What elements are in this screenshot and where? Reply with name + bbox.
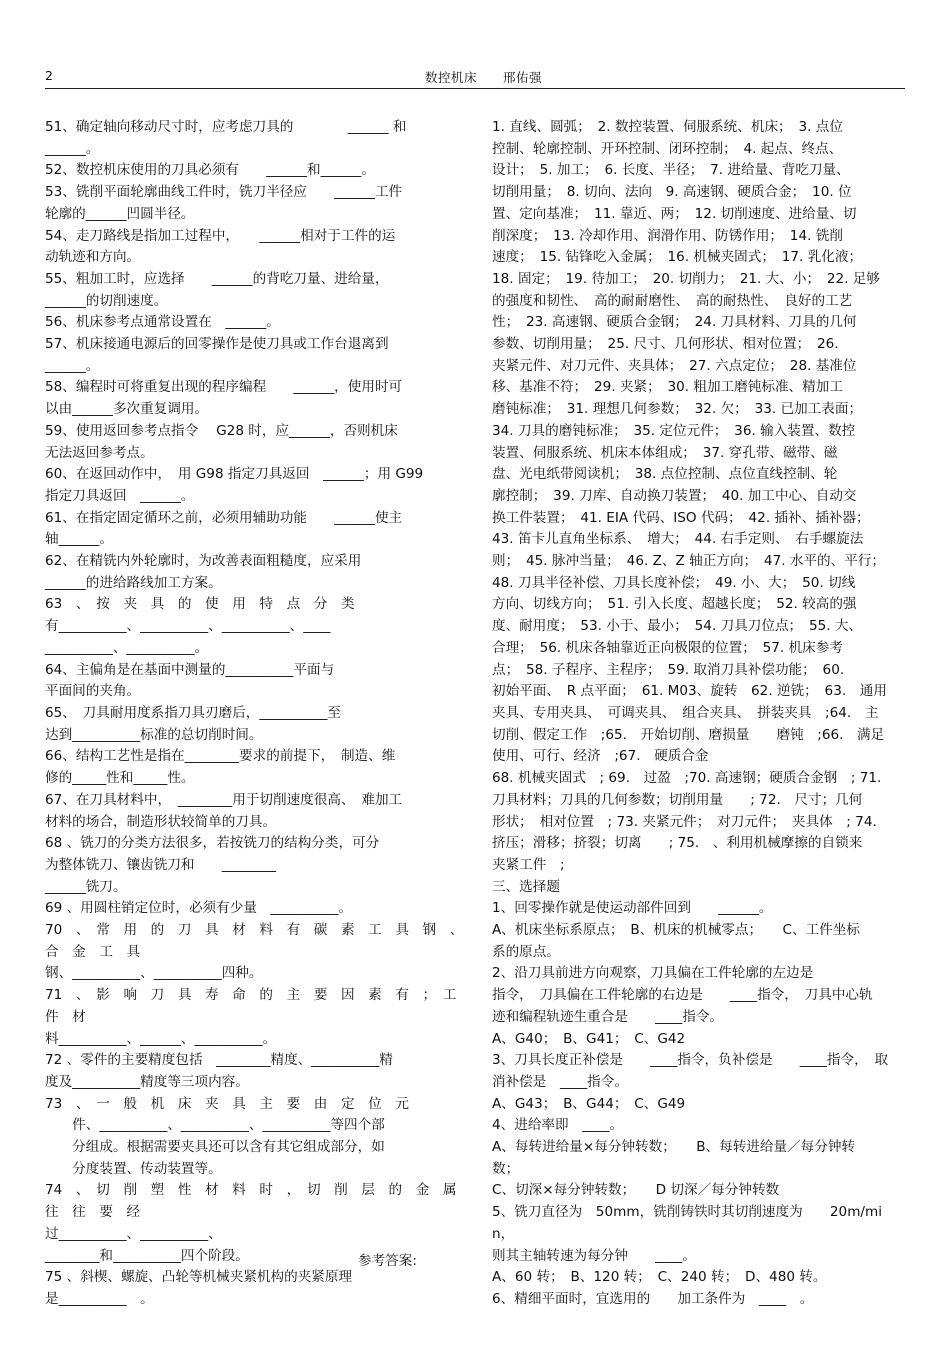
question-line: 57、机床接通电源后的回零操作是使刀具或工作台退离到 [45,336,389,353]
answer-line: 廓控制； 39. 刀库、自动换刀装置； 40. 加工中心、自动交 [492,487,857,504]
question-line: ______的切削速度。 [45,292,168,309]
right-column-answers [492,117,904,1311]
question-line: 无法返回参考点。 [45,444,154,461]
question-line: ______的进给路线加工方案。 [45,574,222,591]
question-line: 指定刀具返回 ______。 [45,487,195,504]
question-line: 55、粗加工时，应选择 ______的背吃刀量、进给量， [45,270,389,287]
question-line: 60、在返回动作中， 用 G98 指定刀具返回 ______；用 G99 [45,466,424,483]
answer-line: 3、刀具长度正补偿是 ____指令，负补偿是 ____指令， 取 [492,1052,889,1069]
answer-line: 形状； 相对位置 ; 73. 夹紧元件； 对刀元件； 夹具体 ; 74. [492,813,877,830]
answer-line: 4、进给率即 ____。 [492,1117,623,1134]
question-line: 有__________、__________、__________、____ [45,618,331,635]
question-line: 73 、 一 般 机 床 夹 具 主 要 由 定 位 元 [45,1095,409,1112]
page-header [45,66,905,89]
answer-line: A、每转进给量×每分钟转数； B、每转进给量／每分钟转 [492,1139,856,1156]
answer-line: 43. 笛卡儿直角坐标系、 增大； 44. 右手定则、 右手螺旋法 [492,531,864,548]
question-line: 轮廓的______凹圆半径。 [45,205,195,222]
answer-line: 数； [492,1160,520,1177]
question-line: 68 、铣刀的分类方法很多，若按铣刀的结构分类，可分 [45,835,380,852]
answer-line: 换工件装置； 41. EIA 代码、ISO 代码； 42. 插补、插补器； [492,509,870,526]
answer-line: 夹紧工件 ; [492,856,565,873]
question-line: 67、在刀具材料中， ________用于切削速度很高、 难加工 [45,791,403,808]
answer-line: 刀具材料；刀具的几何参数；切削用量 ; 72. 尺寸；几何 [492,791,863,808]
question-line: 75 、斜楔、螺旋、凸轮等机械夹紧机构的夹紧原理 [45,1269,353,1286]
left-column-questions [45,117,471,1311]
question-line: 70 、 常 用 的 刀 具 材 料 有 碳 素 工 具 钢 、 合 金 工 具 [45,922,471,960]
answer-line: 磨钝标准； 31. 理想几何参数； 32. 欠； 33. 已加工表面； [492,401,863,418]
question-line: 65、 刀具耐用度系指刀具刃磨后，__________至 [45,704,341,721]
answer-line: 移、基准不符； 29. 夹紧； 30. 粗加工磨钝标准、精加工 [492,379,843,396]
answer-line: 点； 58. 子程序、主程序； 59. 取消刀具补偿功能； 60. [492,661,845,678]
question-line: 69 、用圆柱销定位时，必须有少量 __________。 [45,900,353,917]
answer-line: 三、选择题 [492,878,560,895]
question-line: 动轨迹和方向。 [45,249,141,266]
answer-line: 1、回零操作就是使运动部件回到 ______。 [492,900,773,917]
answer-line: 使用、可行、经济 ;67. 硬质合金 [492,748,709,765]
answer-line: 方向、切线方向； 51. 引入长度、超越长度； 52. 较高的强 [492,596,857,613]
question-line: 63 、 按 夹 具 的 使 用 特 点 分 类 [45,596,355,613]
question-line: 53、铣削平面轮廓曲线工件时，铣刀半径应 ______工件 [45,184,403,201]
question-line: 分组成。根据需要夹具还可以含有其它组成部分，如 [45,1139,385,1156]
answer-line: 则其主轴转速为每分钟 ____。 [492,1247,696,1264]
question-line: 51、确定轴向移动尺寸时，应考虑刀具的 ______ 和 [45,119,407,135]
answer-line: 切削用量； 8. 切向、法向 9. 高速钢、硬质合金； 10. 位 [492,184,852,201]
answer-line: 消补偿是 ____指令。 [492,1073,628,1090]
answer-line: 夹具、专用夹具、 可调夹具、 组合夹具、 拼装夹具 ;64. 主 [492,704,879,721]
answer-line: 6、精细平面时，宜选用的 加工条件为 ____ 。 [492,1290,814,1307]
answer-line: 2、沿刀具前进方向观察，刀具偏在工件轮廓的左边是 [492,965,814,982]
question-line: 料__________、______、__________。 [45,1030,277,1047]
question-line: 分度装置、传动装置等。 [45,1160,222,1177]
question-line: 修的_____性和_____性。 [45,770,195,787]
question-line: 度及__________精度等三项内容。 [45,1073,249,1090]
answer-line: 则； 45. 脉冲当量； 46. Z、Z 轴正方向； 47. 水平的、平行； [492,553,886,570]
answer-line: 控制、轮廓控制、开环控制、闭环控制； 4. 起点、终点、 [492,140,843,157]
question-line: ______。 [45,140,100,157]
question-line: 74 、 切 削 塑 性 材 料 时 ， 切 削 层 的 金 属 往 往 要 经 [45,1182,471,1221]
answer-line: 设计； 5. 加工； 6. 长度、半径； 7. 进给量、背吃刀量、 [492,162,850,179]
answer-line: 5、铣刀直径为 50mm，铣削铸铁时其切削速度为 20m/min， [492,1204,883,1242]
question-line: 71 、 影 响 刀 具 寿 命 的 主 要 因 素 有 ； 工 件 材 [45,987,471,1025]
answer-line: 参数、切削用量； 25. 尺寸、几何形状、相对位置； 26. [492,336,839,353]
answer-line: 性； 23. 高速钢、硬质合金钢； 24. 刀具材料、刀具的几何 [492,314,857,331]
page-number: 2 [45,68,53,83]
question-line: 平面间的夹角。 [45,683,141,700]
answer-line: 48. 刀具半径补偿、刀具长度补偿； 49. 小、大； 50. 切线 [492,574,856,591]
question-line: 64、主偏角是在基面中测量的__________平面与 [45,661,335,678]
question-line: __________、__________。 [45,639,209,656]
answer-line: C、切深×每分钟转数； D 切深／每分钟转数 [492,1182,780,1199]
question-line: 66、结构工艺性是指在________要求的前提下， 制造、维 [45,748,396,765]
answer-line: 速度； 15. 钻锋吃入金属； 16. 机械夹固式； 17. 乳化液； [492,249,863,266]
answer-label: 参考答案: [358,1253,417,1269]
answer-line: 初始平面、 R 点平面； 61. M03、旋转 62. 逆铣； 63. 通用 [492,683,887,700]
answer-line: A、60 转； B、120 转； C、240 转； D、480 转。 [492,1269,827,1286]
question-line: 是__________ 。 [45,1290,154,1307]
answer-line: 削深度； 13. 冷却作用、润滑作用、防锈作用； 14. 铣削 [492,227,843,244]
question-line: 52、数控机床使用的刀具必须有 ______和______。 [45,162,375,179]
question-line: 以由______多次重复调用。 [45,401,209,418]
answer-line: 度、耐用度； 53. 小于、最小； 54. 刀具刀位点； 55. 大、 [492,618,863,635]
answer-line: A、G40； B、G41； C、G42 [492,1030,686,1047]
page-title: 数控机床 邢佑强 [425,70,543,85]
question-line: ________和__________四个阶段。 [45,1247,249,1264]
answer-line: 装置、伺服系统、机床本体组成； 37. 穿孔带、磁带、磁 [492,444,838,461]
question-line: 62、在精铣内外轮廓时，为改善表面粗糙度，应采用 [45,553,362,570]
question-line: 61、在指定固定循环之前，必须用辅助功能 ______使主 [45,509,403,526]
question-line: ______。 [45,357,100,374]
question-line: 过__________、__________、 [45,1225,222,1242]
question-line: 54、走刀路线是指加工过程中， ______相对于工件的运 [45,227,396,244]
answer-line: 夹紧元件、对刀元件、夹具体； 27. 六点定位； 28. 基准位 [492,357,857,374]
question-line: 轴______。 [45,531,113,548]
question-line: 72 、零件的主要精度包括 ________精度、__________精 [45,1052,393,1069]
answer-line: 34. 刀具的磨钝标准； 35. 定位元件； 36. 输入装置、数控 [492,422,856,439]
question-line: 材料的场合，制造形状较简单的刀具。 [45,813,277,830]
answer-line: 挤压；滑移；挤裂；切离 ; 75. 、利用机械摩擦的自锁来 [492,835,863,852]
answer-line: 指令， 刀具偏在工件轮廓的右边是 ____指令， 刀具中心轨 [492,987,873,1004]
question-line: 59、使用返回参考点指令 G28 时，应______，否则机床 [45,422,398,439]
question-line: 达到__________标准的总切削时间。 [45,726,263,743]
answer-line: 18. 固定； 19. 待加工； 20. 切削力； 21. 大、小； 22. 足够 [492,270,880,287]
answer-line: 系的原点。 [492,943,560,960]
answer-line: A、机床坐标系原点； B、机床的机械零点； C、工件坐标 [492,922,860,939]
answer-line: A、G43； B、G44； C、G49 [492,1095,686,1112]
question-line: 为整体铣刀、镶齿铣刀和 ________ [45,856,277,873]
question-line: 58、编程时可将重复出现的程序编程 ______，使用时可 [45,379,403,396]
answer-line: 迹和编程轨迹生重合是 ____指令。 [492,1008,724,1025]
answer-line: 切削、假定工作 ;65. 开始切削、磨损量 磨钝 ;66. 满足 [492,726,885,743]
answer-line: 68. 机械夹固式 ; 69. 过盈 ;70. 高速钢；硬质合金钢 ; 71. [492,770,882,787]
answer-line: 的强度和韧性、 高的耐耐磨性、 高的耐热性、 良好的工艺 [492,292,853,309]
question-line: ______铣刀。 [45,878,127,895]
question-line: 件、__________、__________、__________等四个部 [45,1117,385,1134]
question-line: 钢、__________、__________四种。 [45,965,263,982]
answer-line: 合理； 56. 机床各轴靠近正向极限的位置； 57. 机床参考 [492,639,843,656]
answer-line: 置、定向基准； 11. 靠近、两； 12. 切削速度、进给量、切 [492,205,857,222]
answer-line: 1. 直线、圆弧； 2. 数控装置、伺服系统、机床； 3. 点位 [492,119,843,135]
answer-line: 盘、光电纸带阅读机； 38. 点位控制、点位直线控制、轮 [492,466,838,483]
question-line: 56、机床参考点通常设置在 ______。 [45,314,280,331]
